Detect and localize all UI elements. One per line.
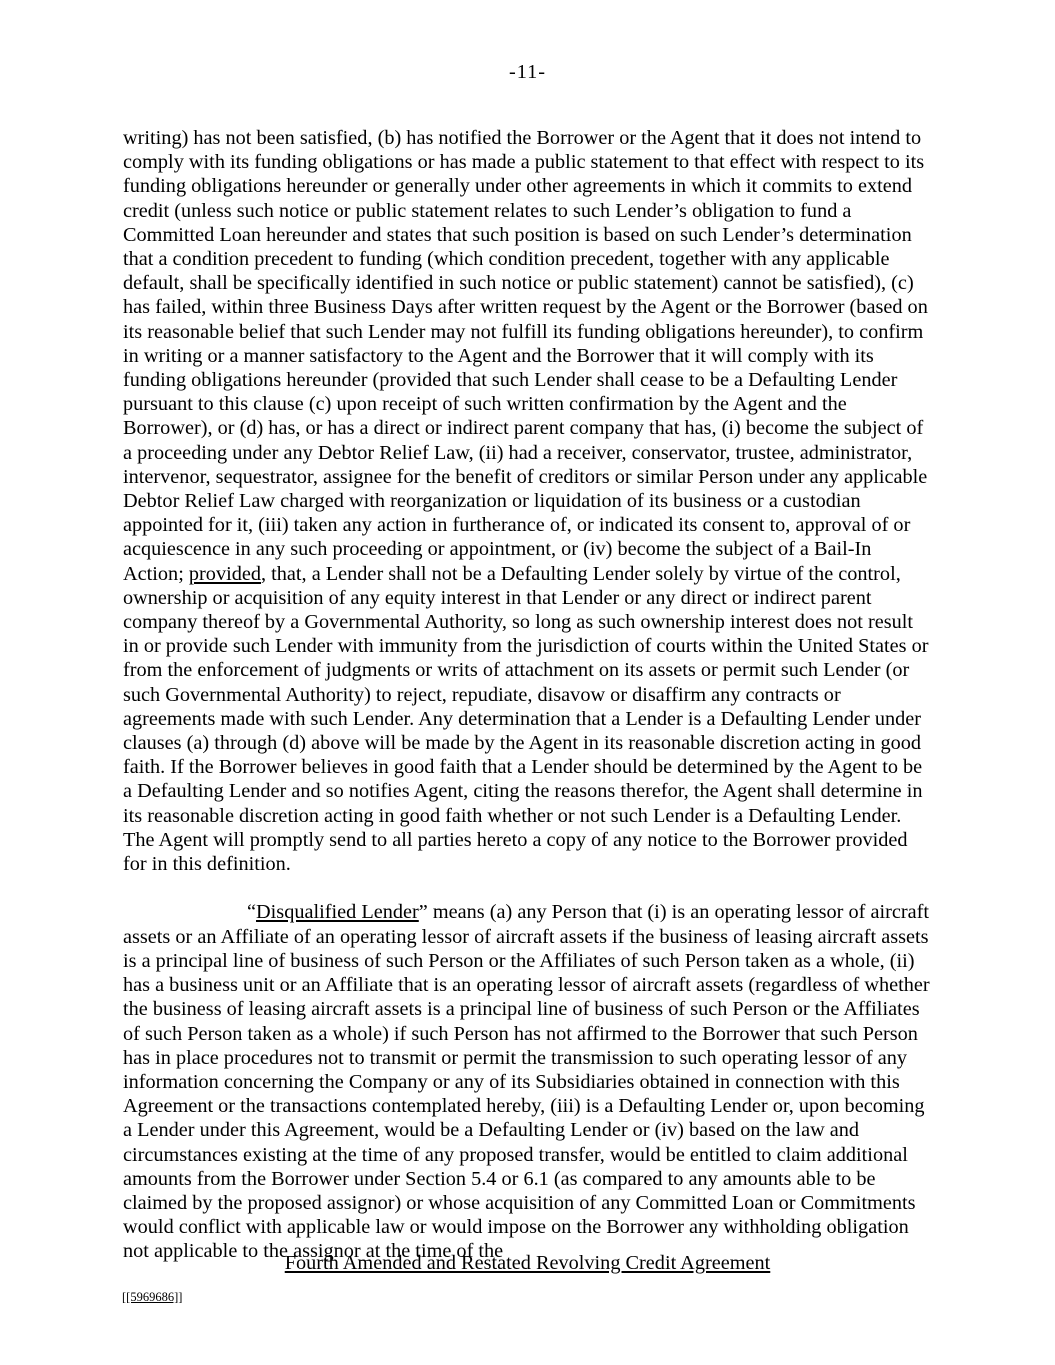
paragraph-text: , that, a Lender shall not be a Defaulting Lender solely by virtue of the control, ownership or acquisition of any equity interest in that Lender or any direct or indirect parent company thereof by a Governmental Authority, so long as such ownership interest does not result in or provide such Lender with immunity from the jurisdiction of courts within the United States or from the enforcement of judgments or writs of attachment on its assets or permit such Lender (or such Governmental Authority) to reject, repudiate, disavow or disaffirm any contracts or agreements made with such Lender. Any determination that a Lender is a Defaulting Lender under clauses (a) through (d) above will be made by the Agent in its reasonable discretion acting in good faith. If the Borrower believes in good faith that a Lender should be determined by the Agent to be a Defaulting Lender and so notifies Agent, citing the reasons therefor, the Agent shall determine in its reasonable discretion acting in good faith whether or not such Lender is a Defaulting Lender. The Agent will promptly send to all parties hereto a copy of any notice to the Borrower provided for in this definition. [123,562,929,876]
footer-agreement-title [0,1251,1055,1275]
paragraph-defaulting-lender [123,126,933,876]
paragraph-text: writing) has not been satisfied, (b) has notified the Borrower or the Agent that it does not intend to comply with its funding obligations or has made a public statement to that effect with respect to its funding obligations hereunder or generally under other agreements in which it commits to extend credit (unless such notice or public statement relates to such Lender’s obligation to fund a Committed Loan hereunder and states that such position is based on such Lender’s determination that a condition precedent to funding (which condition precedent, together with any applicable default, shall be specifically identified in such notice or public statement) cannot be satisfied), (c) has failed, within three Business Days after written request by the Agent or the Borrower (based on its reasonable belief that such Lender may not fulfill its funding obligations hereunder), to confirm in writing or a manner satisfactory to the Agent and the Borrower that it will comply with its funding obligations hereunder (provided that such Lender shall cease to be a Defaulting Lender pursuant to this clause (c) upon receipt of such written confirmation by the Agent and the Borrower), or (d) has, or has a direct or indirect parent company that has, (i) become the subject of a proceeding under any Debtor Relief Law, (ii) had a receiver, conservator, trustee, administrator, intervenor, sequestrator, assignee for the benefit of creditors or similar Person under any applicable Debtor Relief Law charged with reorganization or liquidation of its business or a custodian appointed for it, (iii) taken any action in furtherance of, or indicated its consent to, approval of or acquiescence in any such proceeding or appointment, or (iv) become the subject of a Bail-In Action; [123,127,928,585]
document-id-text: [[5969686]] [122,1290,183,1304]
paragraph-text: ” means (a) any Person that (i) is an operating lessor of aircraft assets or an Affiliate of an operating lessor of aircraft assets if the business of leasing aircraft assets is a principal line of business of such Person or the Affiliates of such Person taken as a whole, (ii) has a business unit or an Affiliate that is an operating lessor of aircraft assets (regardless of whether the business of leasing aircraft assets is a principal line of business of such Person or the Affiliates of such Person taken as a whole) if such Person has not affirmed to the Borrower that such Person has in place procedures not to transmit or permit the transmission to such operating lessor of any information concerning the Company or any of its Subsidiaries obtained in connection with this Agreement or the transactions contemplated hereby, (iii) is a Defaulting Lender or, upon becoming a Lender under this Agreement, would be a Defaulting Lender or (iv) based on the law and circumstances existing at the time of any proposed transfer, would be entitled to claim additional amounts from the Borrower under Section 5.4 or 6.1 (as compared to any amounts able to be claimed by the proposed assignor) or whose acquisition of any Committed Loan or Commitments would conflict with applicable law or would impose on the Borrower any withholding obligation not applicable to the assignor at the time of the [123,901,930,1263]
underlined-term-disqualified-lender: Disqualified Lender [256,901,419,924]
document-id-stamp [122,1290,182,1305]
paragraph-disqualified-lender [123,900,933,1263]
underlined-term-provided: provided [188,562,261,585]
document-body [123,126,933,1264]
open-quote: “ [247,901,257,924]
page-number: -11- [508,61,547,83]
footer-agreement-title-text: Fourth Amended and Restated Revolving Credit Agreement [284,1252,771,1274]
